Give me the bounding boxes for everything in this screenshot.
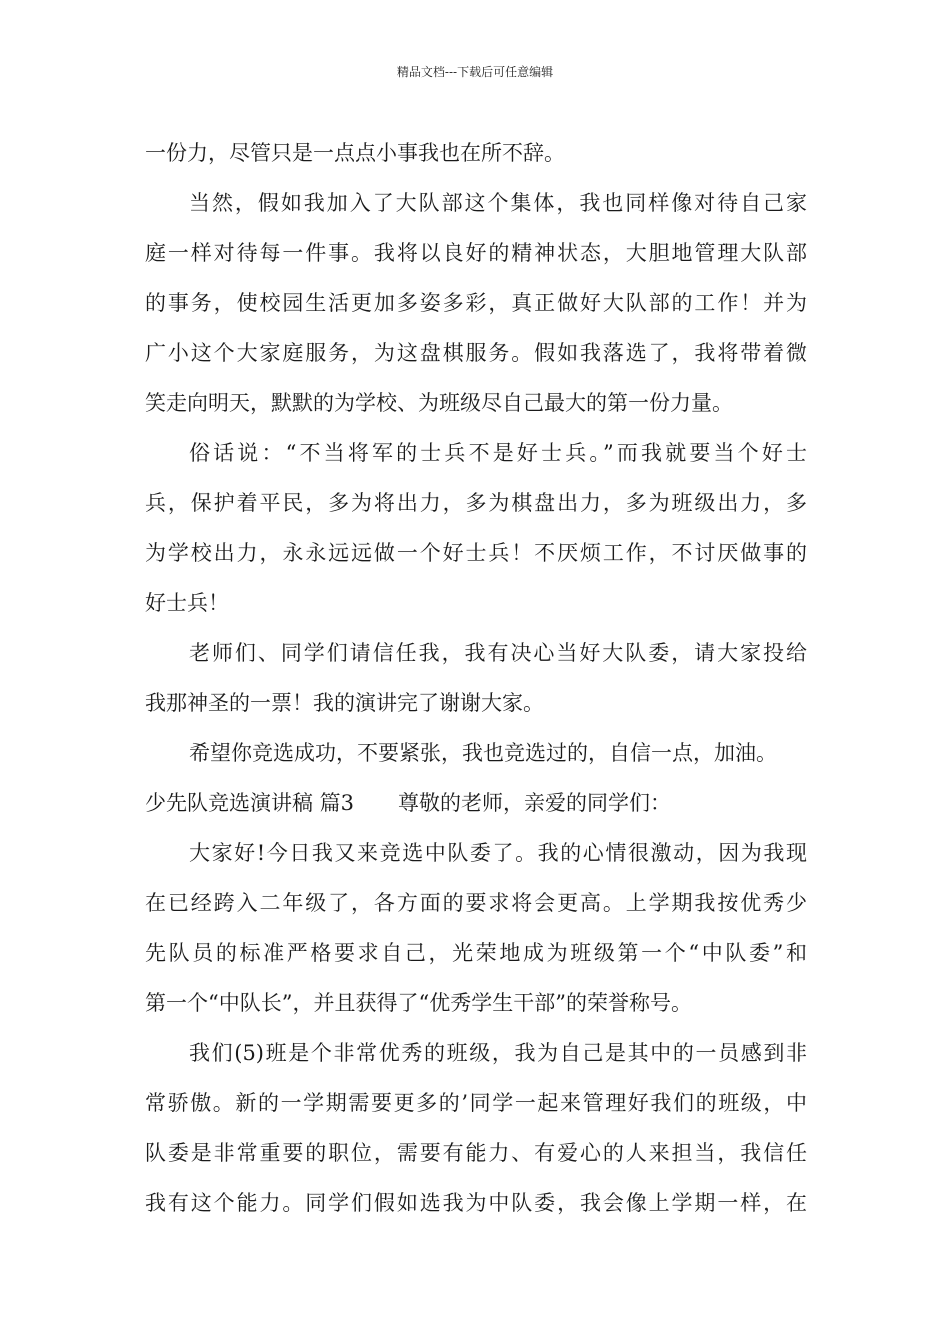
- text-line: 先队员的标准严格要求自己，光荣地成为班级第一个“中队委”和: [145, 941, 807, 965]
- text-line: 常骄傲。新的一学期需要更多的’同学一起来管理好我们的班级，中: [145, 1091, 807, 1115]
- text-line: 广小这个大家庭服务，为这盘棋服务。假如我落选了，我将带着微: [145, 341, 807, 365]
- text-line: 我们(5)班是个非常优秀的班级，我为自己是其中的一员感到非: [189, 1041, 807, 1065]
- text-line: 好士兵！: [145, 591, 229, 615]
- page-header: 精品文档---下载后可任意编辑: [396, 65, 554, 79]
- text-line: 笑走向明天，默默的为学校、为班级尽自己最大的第一份力量。: [145, 391, 733, 415]
- text-line: 兵，保护着平民，多为将出力，多为棋盘出力，多为班级出力，多: [145, 491, 807, 515]
- text-line: 我有这个能力。同学们假如选我为中队委，我会像上学期一样，在: [145, 1191, 807, 1215]
- text-line: 大家好!今日我又来竞选中队委了。我的心情很激动，因为我现: [189, 841, 807, 865]
- text-line: 老师们、同学们请信任我，我有决心当好大队委，请大家投给: [189, 641, 807, 665]
- salutation: 尊敬的老师，亲爱的同学们：: [398, 791, 672, 815]
- text-line: 当然，假如我加入了大队部这个集体，我也同样像对待自己家: [189, 191, 807, 215]
- text-line: 第一个“中队长”，并且获得了“优秀学生干部”的荣誉称号。: [145, 991, 692, 1015]
- document-body: [145, 128, 807, 1228]
- text-line: 队委是非常重要的职位，需要有能力、有爱心的人来担当，我信任: [145, 1141, 807, 1165]
- text-line: 俗话说：“不当将军的士兵不是好士兵。”而我就要当个好士: [189, 441, 807, 465]
- section-heading: 少先队竞选演讲稿 篇3: [145, 791, 355, 815]
- text-line: 希望你竞选成功，不要紧张，我也竞选过的，自信一点，加油。: [189, 741, 777, 765]
- text-line: 我那神圣的一票！我的演讲完了谢谢大家。: [145, 691, 544, 715]
- text-line: 庭一样对待每一件事。我将以良好的精神状态，大胆地管理大队部: [145, 241, 807, 265]
- text-line: 一份力，尽管只是一点点小事我也在所不辞。: [145, 141, 565, 165]
- text-line: 为学校出力，永永远远做一个好士兵！不厌烦工作，不讨厌做事的: [145, 541, 807, 565]
- text-line: 的事务，使校园生活更加多姿多彩，真正做好大队部的工作！并为: [145, 291, 807, 315]
- text-line: 在已经跨入二年级了，各方面的要求将会更高。上学期我按优秀少: [145, 891, 807, 915]
- section-heading-line: [145, 778, 807, 828]
